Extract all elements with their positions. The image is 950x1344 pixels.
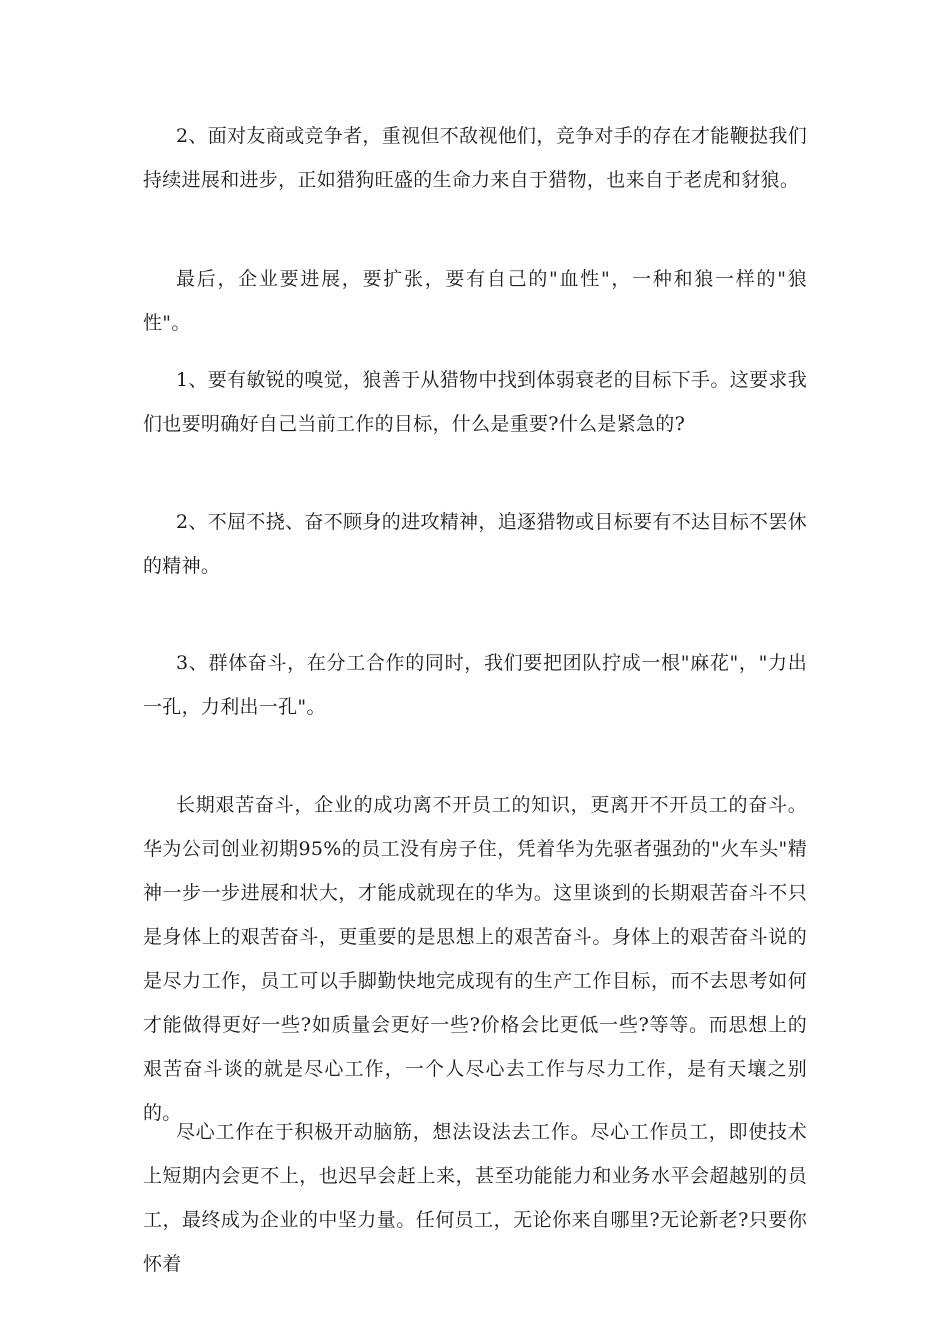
paragraph-wholehearted-work: 尽心工作在于积极开动脑筋，想法设法去工作。尽心工作员工，即使技术上短期内会更不上，也迟早会赶上来，甚至功能能力和业务水平会超越别的员工，最终成为企业的中坚力量。任何员工，无论你来自哪里?无论新老?只要你怀着 [143, 1121, 807, 1275]
paragraph-attack-spirit: 2、不屈不挠、奋不顾身的进攻精神，追逐猎物或目标要有不达目标不罢休的精神。 [143, 511, 807, 577]
paragraph-wolf-nature-intro: 最后，企业要进展，要扩张，要有自己的"血性"，一种和狼一样的"狼性"。 [143, 268, 807, 334]
paragraph-group-struggle: 3、群体奋斗，在分工合作的同时，我们要把团队拧成一根"麻花"，"力出一孔，力利出一孔"。 [143, 652, 807, 718]
paragraph-long-term-struggle: 长期艰苦奋斗，企业的成功离不开员工的知识，更离开不开员工的奋斗。华为公司创业初期95%的员工没有房子住，凭着华为先驱者强劲的"火车头"精神一步一步进展和状大，才能成就现在的华为。这里谈到的长期艰苦奋斗不只是身体上的艰苦奋斗，更重要的是思想上的艰苦奋斗。身体上的艰苦奋斗说的是尽力工作，员工可以手脚勤快地完成现有的生产工作目标，而不去思考如何才能做得更好一些?如质量会更好一些?价格会比更低一些?等等。而思想上的艰苦奋斗谈的就是尽心工作，一个人尽心去工作与尽力工作，是有天壤之别的。 [143, 794, 807, 1124]
paragraph-keen-sense: 1、要有敏锐的嗅觉，狼善于从猎物中找到体弱衰老的目标下手。这要求我们也要明确好自己当前工作的目标，什么是重要?什么是紧急的? [143, 369, 807, 435]
paragraph-competitors: 2、面对友商或竞争者，重视但不敌视他们，竞争对手的存在才能鞭挞我们持续进展和进步，正如猎狗旺盛的生命力来自于猎物，也来自于老虎和豺狼。 [143, 125, 807, 191]
